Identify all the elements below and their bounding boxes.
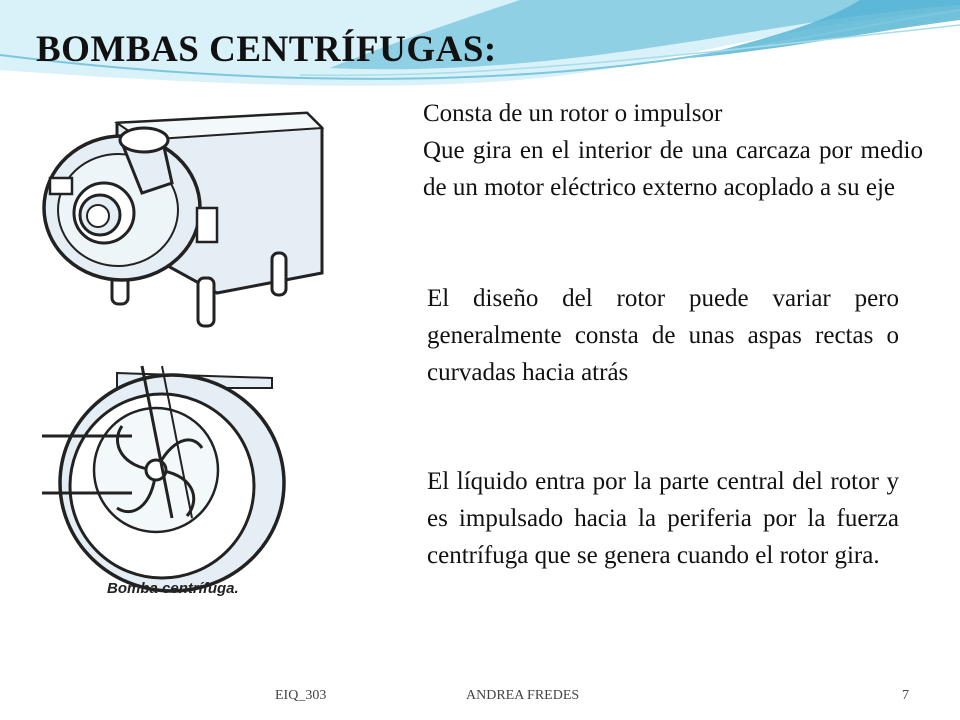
slide-title: BOMBAS CENTRÍFUGAS: — [36, 29, 497, 70]
paragraph-rotor-definition — [423, 95, 923, 206]
pump-illustration — [22, 88, 342, 610]
footer-page-number: 7 — [902, 688, 909, 703]
paragraph-liquid-flow: El líquido entra por la parte central del rotor y es impulsado hacia la periferia por la fuerza centrífuga que se genera cuando el rotor gira. — [427, 468, 899, 569]
figure-caption: Bomba centrífuga. — [107, 580, 239, 597]
footer-course-code: EIQ_303 — [275, 688, 327, 703]
paragraph-rotor-design: El diseño del rotor puede variar pero generalmente consta de unas aspas rectas o curvadas hacia atrás — [427, 285, 899, 386]
paragraph1-first-line: Consta de un rotor o impulsor — [423, 100, 723, 127]
footer-author: ANDREA FREDES — [466, 688, 580, 703]
paragraph1-body: Que gira en el interior de una carcaza por medio de un motor eléctrico externo acoplado a su eje — [423, 137, 923, 201]
